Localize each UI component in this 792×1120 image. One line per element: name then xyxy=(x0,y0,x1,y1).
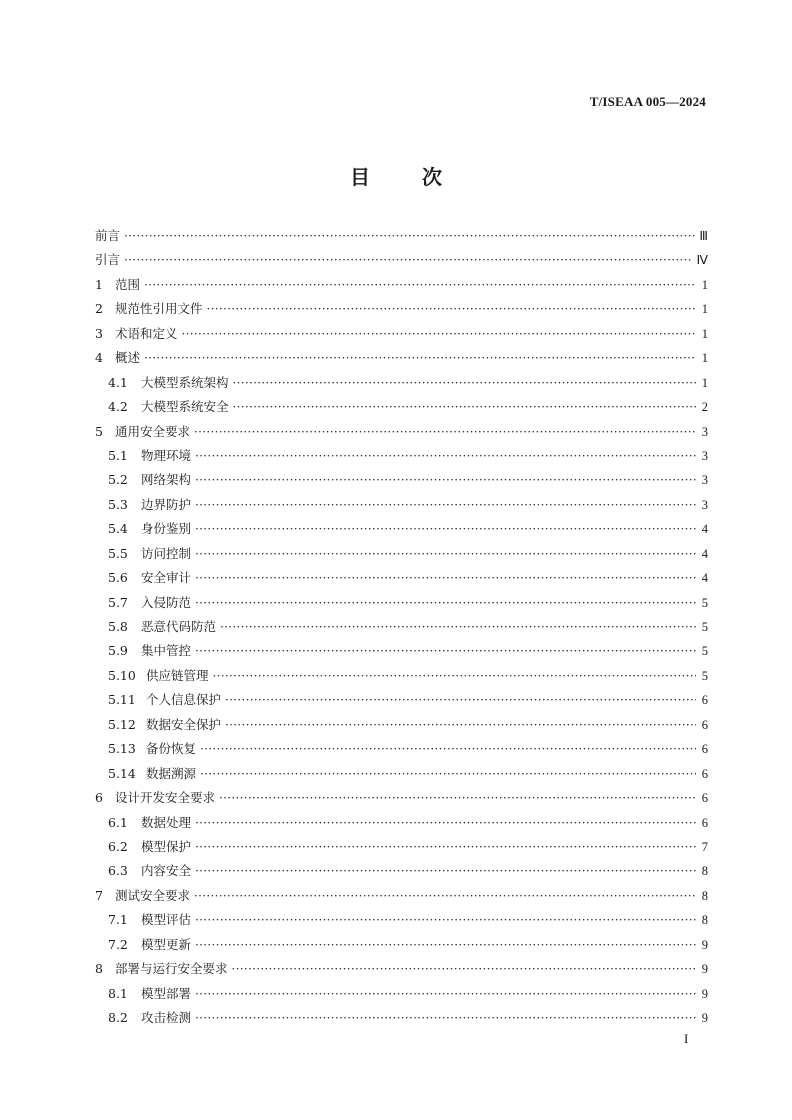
dot-leader xyxy=(219,791,696,805)
toc-entry[interactable] xyxy=(95,373,708,397)
toc-entry-page: 6 xyxy=(701,717,708,732)
dot-leader xyxy=(195,547,696,561)
toc-entry-label: 物理环境 xyxy=(141,447,192,463)
toc-entry-page: 9 xyxy=(701,962,708,977)
toc-entry-label: 术语和定义 xyxy=(115,325,178,341)
dot-leader xyxy=(195,1011,696,1025)
toc-entry-number: 5.14 xyxy=(108,765,136,781)
toc-entry-label: 引言 xyxy=(95,252,121,268)
toc-entry[interactable] xyxy=(95,984,708,1008)
toc-entry-number: 7 xyxy=(95,887,103,903)
toc-entry-number: 5.6 xyxy=(108,570,128,586)
toc-entry-number: 2 xyxy=(95,301,103,317)
toc-entry[interactable] xyxy=(95,886,708,910)
toc-entry-page: 5 xyxy=(701,595,708,610)
toc-entry-page: 8 xyxy=(701,888,708,903)
toc-entry-page: 6 xyxy=(701,815,708,830)
toc-entry-label: 身份鉴别 xyxy=(141,521,192,537)
toc-entry-label: 备份恢复 xyxy=(146,741,197,757)
toc-entry-number: 1 xyxy=(95,276,103,292)
toc-entry[interactable] xyxy=(95,495,708,519)
toc-entry-number: 5.8 xyxy=(108,619,128,634)
dot-leader xyxy=(195,498,696,512)
dot-leader xyxy=(195,987,696,1001)
toc-entry-number: 5.9 xyxy=(108,643,128,659)
toc-entry[interactable] xyxy=(95,617,708,641)
toc-entry-number: 6.3 xyxy=(108,863,128,879)
toc-entry[interactable] xyxy=(95,739,708,763)
toc-entry-label: 入侵防范 xyxy=(141,594,192,610)
toc-entry[interactable] xyxy=(95,593,708,617)
toc-entry-label: 大模型系统架构 xyxy=(141,374,229,390)
toc-entry-label: 部署与运行安全要求 xyxy=(115,961,228,977)
toc-entry-label: 内容安全 xyxy=(141,863,192,879)
toc-entry-label: 大模型系统安全 xyxy=(141,399,229,415)
toc-entry-number: 5.12 xyxy=(108,716,136,732)
toc-entry-label: 设计开发安全要求 xyxy=(115,790,216,806)
dot-leader xyxy=(182,327,696,341)
dot-leader xyxy=(144,351,696,365)
toc-entry-label: 恶意代码防范 xyxy=(141,619,217,634)
dot-leader xyxy=(225,718,696,732)
toc-entry[interactable] xyxy=(95,1008,708,1032)
dot-leader xyxy=(200,767,696,781)
toc-entry-label: 范围 xyxy=(115,276,141,292)
dot-leader xyxy=(200,742,696,756)
toc-entry[interactable] xyxy=(95,446,708,470)
dot-leader xyxy=(124,229,695,243)
toc-entry-page: 3 xyxy=(701,497,708,512)
toc-entry-label: 规范性引用文件 xyxy=(115,301,203,317)
toc-entry[interactable] xyxy=(95,519,708,543)
toc-entry-label: 模型部署 xyxy=(141,985,192,1001)
dot-leader xyxy=(220,620,696,634)
toc-entry[interactable] xyxy=(95,226,708,250)
dot-leader xyxy=(195,816,696,830)
toc-entry-number: 6.2 xyxy=(108,838,128,854)
toc-entry-label: 数据安全保护 xyxy=(146,716,222,732)
toc-entry-label: 通用安全要求 xyxy=(115,423,191,439)
dot-leader xyxy=(195,644,696,658)
toc-entry[interactable] xyxy=(95,544,708,568)
toc-entry-number: 8.1 xyxy=(108,985,128,1001)
toc-entry[interactable] xyxy=(95,299,708,323)
toc-entry-label: 边界防护 xyxy=(141,496,192,512)
page-number: I xyxy=(684,1031,689,1046)
toc-entry[interactable] xyxy=(95,690,708,714)
dot-leader xyxy=(233,376,696,390)
toc-entry[interactable] xyxy=(95,568,708,592)
toc-entry-page: 1 xyxy=(701,326,708,341)
toc-entry-number: 3 xyxy=(95,325,103,341)
toc-entry-page: 5 xyxy=(701,620,708,634)
toc-entry-page: 8 xyxy=(701,913,708,928)
dot-leader xyxy=(213,669,696,683)
toc-entry[interactable] xyxy=(95,666,708,690)
toc-entry[interactable] xyxy=(95,250,708,274)
dot-leader xyxy=(225,693,696,707)
toc-entry-label: 网络架构 xyxy=(141,472,192,488)
toc-entry[interactable] xyxy=(95,813,708,837)
toc-entry-number: 6 xyxy=(95,790,103,806)
dot-leader xyxy=(207,302,696,316)
toc-entry[interactable] xyxy=(95,788,708,812)
toc-entry[interactable] xyxy=(95,470,708,494)
toc-entry-page: 3 xyxy=(701,473,708,488)
toc-entry-number: 5.1 xyxy=(108,447,128,463)
toc-entry-number: 4 xyxy=(95,350,103,366)
toc-entry[interactable] xyxy=(95,324,708,348)
toc-entry-label: 个人信息保护 xyxy=(146,692,222,708)
toc-entry[interactable] xyxy=(95,397,708,421)
toc-entry[interactable] xyxy=(95,861,708,885)
toc-entry-label: 安全审计 xyxy=(141,570,192,586)
toc-entry[interactable] xyxy=(95,959,708,983)
toc-entry-number: 4.2 xyxy=(108,399,128,415)
dot-leader xyxy=(144,278,696,292)
dot-leader xyxy=(233,400,696,414)
toc-entry-number: 5.3 xyxy=(108,496,128,512)
toc-entry-label: 测试安全要求 xyxy=(115,887,191,903)
page-title xyxy=(0,161,792,190)
toc-entry-number: 7.2 xyxy=(108,936,128,952)
toc-entry-number: 5.5 xyxy=(108,545,128,561)
toc-entry[interactable] xyxy=(95,935,708,959)
title-char-2: 次 xyxy=(422,165,442,189)
dot-leader xyxy=(195,840,696,854)
toc-entry-number: 5.11 xyxy=(108,692,136,708)
toc-entry-page: 1 xyxy=(701,351,708,366)
toc-entry-page: 1 xyxy=(701,302,708,317)
dot-leader xyxy=(195,938,696,952)
toc-entry-page: 1 xyxy=(701,375,708,390)
toc-entry-number: 5.2 xyxy=(108,472,128,488)
toc-entry-page: 8 xyxy=(701,864,708,879)
toc-entry-label: 攻击检测 xyxy=(141,1010,192,1025)
dot-leader xyxy=(195,864,696,878)
toc-entry-page: 6 xyxy=(701,766,708,781)
toc-entry-page: 7 xyxy=(701,839,708,854)
toc-entry-label: 访问控制 xyxy=(141,545,192,561)
toc-entry[interactable] xyxy=(95,641,708,665)
toc-entry-page: 3 xyxy=(701,424,708,439)
toc-entry-page: 5 xyxy=(701,644,708,659)
toc-entry-page: 2 xyxy=(701,400,708,415)
toc-entry-page: 6 xyxy=(701,693,708,708)
toc-entry-page: Ⅳ xyxy=(696,253,708,268)
toc-entry-number: 6.1 xyxy=(108,814,128,830)
toc-entry-number: 5.4 xyxy=(108,521,128,537)
dot-leader xyxy=(194,425,696,439)
toc-entry-page: Ⅲ xyxy=(699,229,708,243)
standard-number: T/ISEAA 005—2024 xyxy=(589,94,706,109)
toc-entry-label: 模型更新 xyxy=(141,936,192,952)
toc-entry-label: 数据处理 xyxy=(141,814,192,830)
toc-entry-number: 5.7 xyxy=(108,594,128,610)
toc-entry-label: 概述 xyxy=(115,350,141,366)
toc-entry-label: 模型保护 xyxy=(141,838,192,854)
dot-leader xyxy=(195,473,696,487)
toc-entry-page: 6 xyxy=(701,791,708,806)
dot-leader xyxy=(195,596,696,610)
toc-entry-page: 4 xyxy=(701,522,708,537)
dot-leader xyxy=(195,522,696,536)
toc-entry-number: 8.2 xyxy=(108,1010,128,1025)
toc-entry-page: 4 xyxy=(701,571,708,586)
toc-entry[interactable] xyxy=(95,275,708,299)
dot-leader xyxy=(124,253,692,267)
toc-entry-number: 4.1 xyxy=(108,374,128,390)
toc-entry-page: 6 xyxy=(701,742,708,757)
toc-entry-number: 5.10 xyxy=(108,667,136,683)
toc-entry[interactable] xyxy=(95,715,708,739)
toc-entry-number: 5.13 xyxy=(108,741,136,757)
toc-entry-number: 8 xyxy=(95,961,103,977)
toc-entry-label: 集中管控 xyxy=(141,643,192,659)
toc-entry-number: 5 xyxy=(95,423,103,439)
table-of-contents xyxy=(95,226,708,1032)
dot-leader xyxy=(194,889,696,903)
dot-leader xyxy=(195,449,696,463)
toc-entry-label: 数据溯源 xyxy=(146,765,197,781)
toc-entry-page: 9 xyxy=(701,937,708,952)
toc-entry[interactable] xyxy=(95,348,708,372)
toc-entry-label: 模型评估 xyxy=(141,912,192,928)
toc-entry[interactable] xyxy=(95,764,708,788)
toc-entry-page: 9 xyxy=(701,986,708,1001)
toc-entry-page: 4 xyxy=(701,546,708,561)
toc-entry-number: 7.1 xyxy=(108,912,128,928)
toc-entry-page: 1 xyxy=(701,277,708,292)
toc-entry-page: 5 xyxy=(701,668,708,683)
title-char-1: 目 xyxy=(350,165,370,189)
toc-entry-label: 供应链管理 xyxy=(146,667,209,683)
dot-leader xyxy=(232,962,696,976)
toc-entry[interactable] xyxy=(95,837,708,861)
toc-entry-page: 3 xyxy=(701,448,708,463)
toc-entry[interactable] xyxy=(95,910,708,934)
dot-leader xyxy=(195,571,696,585)
toc-entry-page: 9 xyxy=(701,1011,708,1025)
toc-entry-label: 前言 xyxy=(95,228,121,243)
dot-leader xyxy=(195,913,696,927)
toc-entry[interactable] xyxy=(95,422,708,446)
